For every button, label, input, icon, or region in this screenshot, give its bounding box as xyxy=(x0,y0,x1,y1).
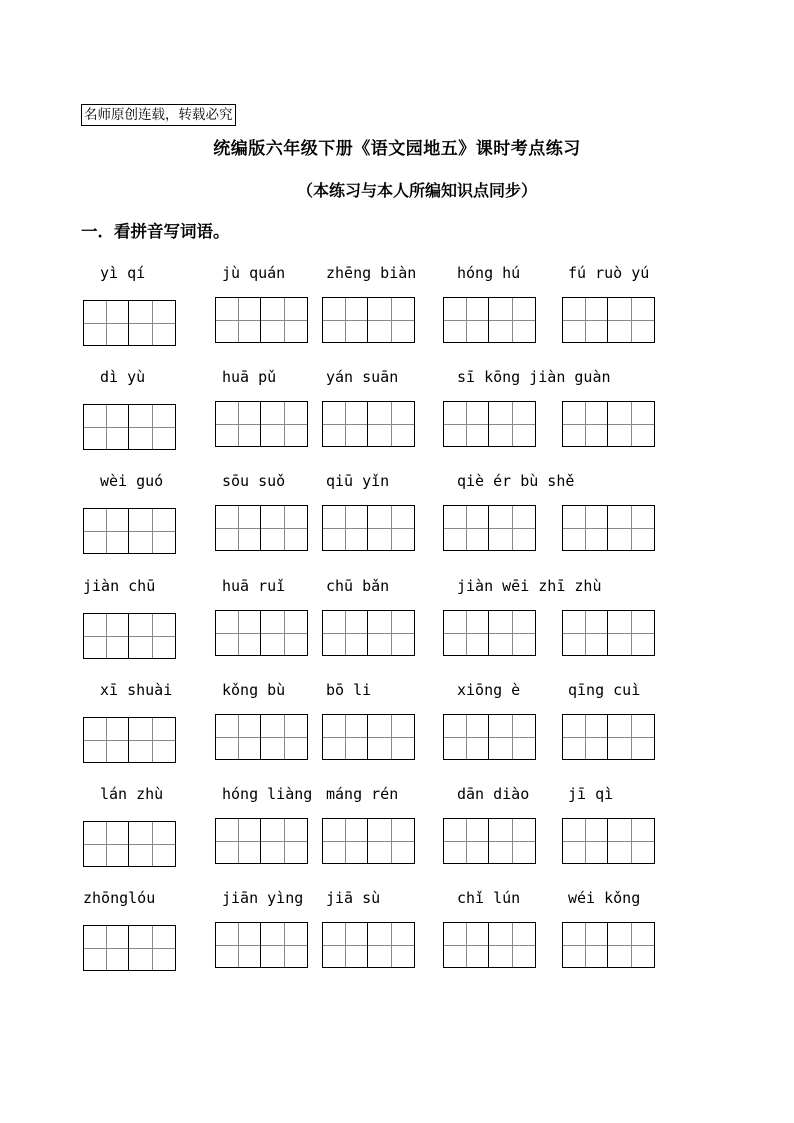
tianzige-box[interactable] xyxy=(322,818,368,864)
page-title: 统编版六年级下册《语文园地五》课时考点练习 xyxy=(213,139,581,159)
tianzige-box[interactable] xyxy=(368,714,415,760)
copyright-notice: 名师原创连载，转载必究 xyxy=(81,104,236,126)
writing-grid[interactable] xyxy=(443,505,536,551)
tianzige-box[interactable] xyxy=(489,401,536,447)
pinyin-prompt: lán zhù xyxy=(100,785,164,803)
tianzige-box[interactable] xyxy=(489,714,536,760)
pinyin-prompt: jiān yìng xyxy=(222,889,304,908)
writing-grid[interactable] xyxy=(443,818,536,864)
tianzige-box[interactable] xyxy=(443,610,489,656)
tianzige-box[interactable] xyxy=(562,818,608,864)
tianzige-box[interactable] xyxy=(608,401,655,447)
tianzige-box[interactable] xyxy=(489,297,536,343)
tianzige-box[interactable] xyxy=(129,300,176,346)
pinyin-prompt: qiè ér bù shě xyxy=(457,472,575,491)
tianzige-box[interactable] xyxy=(83,300,129,346)
tianzige-box[interactable] xyxy=(322,610,368,656)
tianzige-box[interactable] xyxy=(443,818,489,864)
tianzige-box[interactable] xyxy=(215,922,261,968)
pinyin-prompt: chū bǎn xyxy=(326,576,390,595)
writing-grid[interactable] xyxy=(562,922,655,968)
tianzige-box[interactable] xyxy=(608,297,655,343)
writing-grid[interactable] xyxy=(562,818,655,864)
writing-grid[interactable] xyxy=(322,922,415,968)
tianzige-box[interactable] xyxy=(322,297,368,343)
writing-grid[interactable] xyxy=(215,505,308,551)
pinyin-prompt: kǒng bù xyxy=(222,680,286,699)
tianzige-box[interactable] xyxy=(83,717,129,763)
tianzige-box[interactable] xyxy=(322,505,368,551)
pinyin-prompt: wéi kǒng xyxy=(568,889,641,908)
tianzige-box[interactable] xyxy=(129,925,176,971)
pinyin-prompt: jiàn wēi zhī zhù xyxy=(457,576,602,595)
section-heading: 一．看拼音写词语。 xyxy=(81,222,230,241)
tianzige-box[interactable] xyxy=(489,922,536,968)
tianzige-box[interactable] xyxy=(261,401,308,447)
tianzige-box[interactable] xyxy=(443,714,489,760)
pinyin-prompt: qīng cuì xyxy=(568,680,641,699)
tianzige-box[interactable] xyxy=(83,404,129,450)
pinyin-prompt: máng rén xyxy=(326,785,399,803)
pinyin-prompt: hóng hú xyxy=(457,264,521,282)
writing-grid[interactable] xyxy=(215,401,308,447)
pinyin-prompt: jù quán xyxy=(222,264,286,282)
writing-grid[interactable] xyxy=(322,297,415,343)
pinyin-prompt: dì yù xyxy=(100,368,146,387)
tianzige-box[interactable] xyxy=(562,714,608,760)
tianzige-box[interactable] xyxy=(368,610,415,656)
pinyin-prompt: chǐ lún xyxy=(457,889,521,908)
tianzige-box[interactable] xyxy=(261,610,308,656)
writing-grid[interactable] xyxy=(443,922,536,968)
tianzige-box[interactable] xyxy=(562,297,608,343)
writing-grid[interactable] xyxy=(322,505,415,551)
writing-grid[interactable] xyxy=(215,610,308,656)
tianzige-box[interactable] xyxy=(608,818,655,864)
writing-grid[interactable] xyxy=(562,610,655,656)
pinyin-prompt: huā ruǐ xyxy=(222,576,286,595)
tianzige-box[interactable] xyxy=(368,505,415,551)
writing-grid[interactable] xyxy=(215,922,308,968)
tianzige-box[interactable] xyxy=(322,401,368,447)
tianzige-box[interactable] xyxy=(489,505,536,551)
tianzige-box[interactable] xyxy=(562,401,608,447)
pinyin-prompt: fú ruò yú xyxy=(568,264,650,282)
pinyin-prompt: zhōnglóu xyxy=(83,889,156,908)
tianzige-box[interactable] xyxy=(443,922,489,968)
writing-grid[interactable] xyxy=(562,297,655,343)
writing-grid[interactable] xyxy=(443,610,536,656)
tianzige-box[interactable] xyxy=(129,508,176,554)
writing-grid[interactable] xyxy=(215,297,308,343)
writing-grid[interactable] xyxy=(443,714,536,760)
writing-grid[interactable] xyxy=(322,818,415,864)
writing-grid[interactable] xyxy=(83,613,176,659)
tianzige-box[interactable] xyxy=(215,297,261,343)
tianzige-box[interactable] xyxy=(608,505,655,551)
writing-grid[interactable] xyxy=(215,818,308,864)
page-subtitle: （本练习与本人所编知识点同步） xyxy=(296,181,537,200)
pinyin-prompt: hóng liàng xyxy=(222,785,313,803)
tianzige-box[interactable] xyxy=(129,821,176,867)
writing-grid[interactable] xyxy=(83,508,176,554)
tianzige-box[interactable] xyxy=(261,297,308,343)
tianzige-box[interactable] xyxy=(261,818,308,864)
writing-grid[interactable] xyxy=(322,714,415,760)
pinyin-prompt: yán suān xyxy=(326,368,399,387)
tianzige-box[interactable] xyxy=(608,610,655,656)
tianzige-box[interactable] xyxy=(368,922,415,968)
tianzige-box[interactable] xyxy=(562,505,608,551)
tianzige-box[interactable] xyxy=(608,922,655,968)
tianzige-box[interactable] xyxy=(129,613,176,659)
pinyin-prompt: jiàn chū xyxy=(83,576,156,595)
pinyin-prompt: xī shuài xyxy=(100,680,173,699)
tianzige-box[interactable] xyxy=(215,610,261,656)
tianzige-box[interactable] xyxy=(83,508,129,554)
writing-grid[interactable] xyxy=(322,401,415,447)
tianzige-box[interactable] xyxy=(443,401,489,447)
tianzige-box[interactable] xyxy=(368,297,415,343)
pinyin-prompt: dān diào xyxy=(457,785,530,803)
pinyin-prompt: wèi guó xyxy=(100,472,164,491)
tianzige-box[interactable] xyxy=(322,714,368,760)
pinyin-prompt: sī kōng jiàn guàn xyxy=(457,368,611,387)
tianzige-box[interactable] xyxy=(322,922,368,968)
pinyin-prompt: jī qì xyxy=(568,785,614,803)
tianzige-box[interactable] xyxy=(83,925,129,971)
tianzige-box[interactable] xyxy=(489,818,536,864)
tianzige-box[interactable] xyxy=(129,404,176,450)
writing-grid[interactable] xyxy=(83,925,176,971)
pinyin-prompt: jiā sù xyxy=(326,889,381,908)
pinyin-prompt: zhēng biàn xyxy=(326,264,417,282)
tianzige-box[interactable] xyxy=(215,818,261,864)
pinyin-prompt: yì qí xyxy=(100,264,146,282)
tianzige-box[interactable] xyxy=(368,401,415,447)
tianzige-box[interactable] xyxy=(215,714,261,760)
tianzige-box[interactable] xyxy=(489,610,536,656)
tianzige-box[interactable] xyxy=(443,505,489,551)
tianzige-box[interactable] xyxy=(562,610,608,656)
tianzige-box[interactable] xyxy=(261,505,308,551)
tianzige-box[interactable] xyxy=(215,401,261,447)
writing-grid[interactable] xyxy=(215,714,308,760)
pinyin-prompt: xiōng è xyxy=(457,680,521,699)
tianzige-box[interactable] xyxy=(368,818,415,864)
tianzige-box[interactable] xyxy=(261,922,308,968)
tianzige-box[interactable] xyxy=(443,297,489,343)
pinyin-prompt: bō li xyxy=(326,680,372,699)
writing-grid[interactable] xyxy=(443,401,536,447)
tianzige-box[interactable] xyxy=(83,821,129,867)
writing-grid[interactable] xyxy=(83,717,176,763)
pinyin-prompt: sōu suǒ xyxy=(222,472,286,491)
tianzige-box[interactable] xyxy=(83,613,129,659)
writing-grid[interactable] xyxy=(322,610,415,656)
writing-grid[interactable] xyxy=(562,401,655,447)
tianzige-box[interactable] xyxy=(261,714,308,760)
tianzige-box[interactable] xyxy=(129,717,176,763)
pinyin-prompt: huā pǔ xyxy=(222,368,277,387)
tianzige-box[interactable] xyxy=(215,505,261,551)
pinyin-prompt: qiū yǐn xyxy=(326,472,390,491)
tianzige-box[interactable] xyxy=(562,922,608,968)
writing-grid[interactable] xyxy=(562,505,655,551)
writing-grid[interactable] xyxy=(83,404,176,450)
writing-grid[interactable] xyxy=(443,297,536,343)
tianzige-box[interactable] xyxy=(608,714,655,760)
writing-grid[interactable] xyxy=(83,821,176,867)
writing-grid[interactable] xyxy=(83,300,176,346)
writing-grid[interactable] xyxy=(562,714,655,760)
